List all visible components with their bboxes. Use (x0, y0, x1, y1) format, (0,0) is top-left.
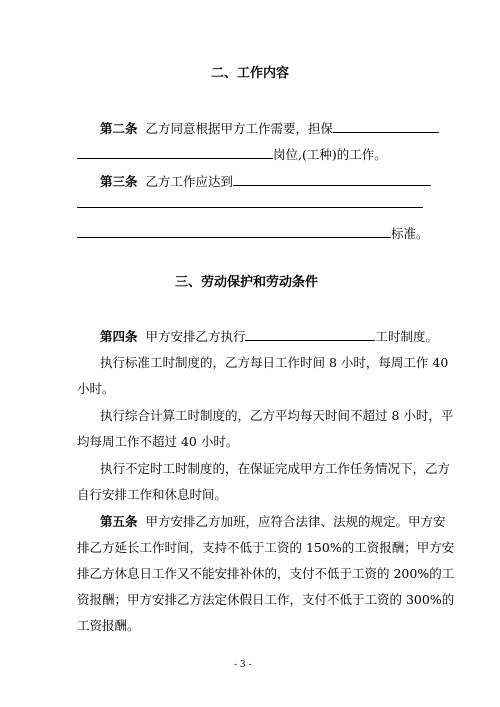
article-2-line-2 (77, 146, 387, 163)
section-heading-labor-protection: 三、劳动保护和劳动条件 (175, 275, 319, 290)
standard-blank (233, 173, 431, 186)
position-blank-continued (77, 146, 273, 159)
article-5-text: 甲方安排乙方加班，应符合法律、法规的规定。甲方安 (145, 514, 446, 529)
standard-blank-line-2 (77, 207, 423, 208)
page-number: - 3 - (234, 660, 252, 670)
article-4-label: 第四条 (100, 329, 138, 344)
section-heading-work-content: 二、工作内容 (211, 66, 290, 81)
standard-hours-paragraph-line-1: 执行标准工时制度的，乙方每日工作时间 8 小时，每周工作 40 (100, 355, 449, 370)
comprehensive-hours-paragraph-line-2: 均每周工作不超过 40 小时。 (77, 434, 239, 449)
article-5-label: 第五条 (100, 514, 138, 529)
standard-blank-line-3 (77, 225, 391, 238)
article-3-line-3 (77, 225, 429, 242)
article-5-line-1 (100, 514, 445, 530)
standard-hours-paragraph-line-2: 小时。 (77, 381, 115, 396)
article-2-text-end: 岗位,(工种)的工作。 (273, 147, 387, 162)
flexible-hours-paragraph-line-1: 执行不定时工时制度的，在保证完成甲方工作任务情况下，乙方 (100, 461, 451, 476)
flexible-hours-paragraph-line-2: 自行安排工作和休息时间。 (77, 487, 228, 502)
article-3-label: 第三条 (100, 174, 138, 189)
article-5-line-4: 资报酬；甲方安排乙方法定休假日工作，支付不低于工资的 300%的 (77, 592, 455, 607)
article-4-text: 甲方安排乙方执行 (145, 329, 246, 344)
article-4-line-1 (100, 328, 438, 345)
article-4-text-end: 工时制度。 (375, 329, 438, 344)
article-3-text: 乙方工作应达到 (145, 174, 233, 189)
article-5-line-5: 工资报酬。 (77, 618, 140, 633)
article-2-line-1 (100, 120, 439, 137)
article-3-line-1 (100, 173, 431, 190)
article-2-text: 乙方同意根据甲方工作需要，担保 (145, 121, 333, 136)
comprehensive-hours-paragraph-line-1: 执行综合计算工时制度的，乙方平均每天时间不超过 8 小时，平 (100, 408, 454, 423)
article-5-line-3: 排乙方休息日工作又不能安排补休的，支付不低于工资的 200%的工 (77, 566, 455, 581)
article-2-label: 第二条 (100, 121, 138, 136)
work-hours-system-blank (245, 328, 375, 341)
position-blank (333, 120, 439, 133)
article-3-text-end: 标准。 (391, 226, 429, 241)
article-5-line-2: 排乙方延长工作时间，支持不低于工资的 150%的工资报酬；甲方安 (77, 540, 455, 555)
